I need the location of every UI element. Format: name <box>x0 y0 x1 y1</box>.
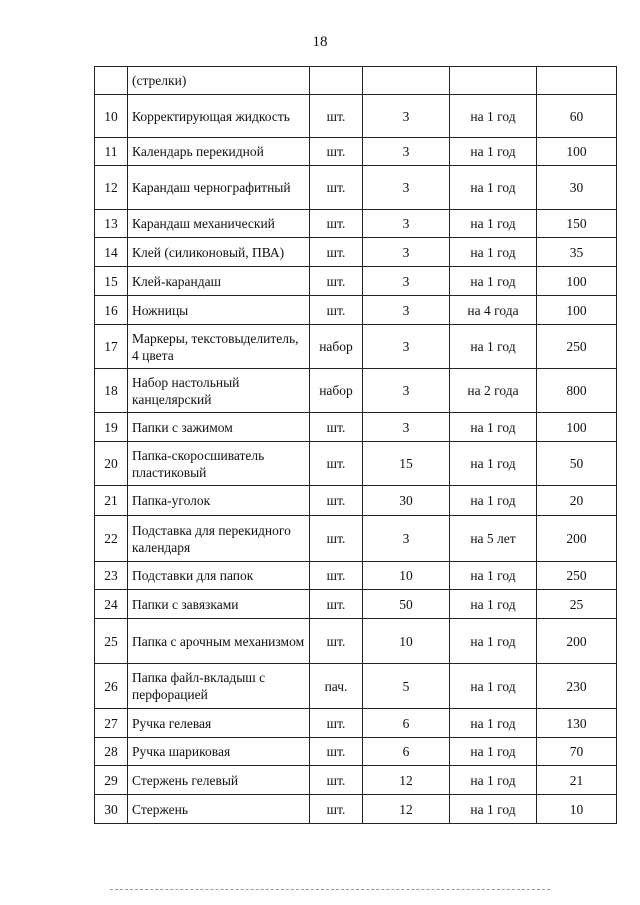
period-cell: на 1 год <box>450 590 537 619</box>
footer-divider <box>110 889 550 890</box>
quantity-cell: 6 <box>363 709 450 738</box>
table-row <box>95 664 617 709</box>
row-number: 13 <box>95 210 128 238</box>
quantity-cell: 3 <box>363 296 450 325</box>
unit-cell <box>310 67 363 95</box>
quantity-cell: 3 <box>363 267 450 296</box>
table-row <box>95 766 617 795</box>
unit-cell: шт. <box>310 486 363 516</box>
unit-cell: шт. <box>310 210 363 238</box>
price-cell: 70 <box>537 738 617 766</box>
item-name: Календарь перекидной <box>128 138 310 166</box>
period-cell: на 1 год <box>450 766 537 795</box>
item-name: Клей-карандаш <box>128 267 310 296</box>
unit-cell: шт. <box>310 296 363 325</box>
table-row <box>95 95 617 138</box>
item-name: Клей (силиконовый, ПВА) <box>128 238 310 267</box>
item-name: Маркеры, текстовыделитель, 4 цвета <box>128 325 310 369</box>
period-cell: на 2 года <box>450 369 537 413</box>
price-cell: 50 <box>537 442 617 486</box>
row-number: 14 <box>95 238 128 267</box>
unit-cell: шт. <box>310 590 363 619</box>
item-name: Папки с завязками <box>128 590 310 619</box>
unit-cell: шт. <box>310 442 363 486</box>
price-cell: 20 <box>537 486 617 516</box>
table-row <box>95 296 617 325</box>
table-row <box>95 325 617 369</box>
row-number: 28 <box>95 738 128 766</box>
period-cell: на 1 год <box>450 442 537 486</box>
unit-cell: шт. <box>310 795 363 824</box>
row-number: 30 <box>95 795 128 824</box>
unit-cell: шт. <box>310 95 363 138</box>
price-cell: 200 <box>537 619 617 664</box>
table-row <box>95 369 617 413</box>
table-row <box>95 166 617 210</box>
price-cell <box>537 67 617 95</box>
period-cell: на 1 год <box>450 267 537 296</box>
row-number: 11 <box>95 138 128 166</box>
unit-cell: шт. <box>310 413 363 442</box>
price-cell: 21 <box>537 766 617 795</box>
item-name: Папка-скоросшиватель пластиковый <box>128 442 310 486</box>
row-number: 25 <box>95 619 128 664</box>
item-name: Ручка гелевая <box>128 709 310 738</box>
price-cell: 100 <box>537 138 617 166</box>
price-cell: 35 <box>537 238 617 267</box>
table-row <box>95 795 617 824</box>
period-cell: на 1 год <box>450 95 537 138</box>
row-number: 16 <box>95 296 128 325</box>
row-number: 12 <box>95 166 128 210</box>
quantity-cell: 50 <box>363 590 450 619</box>
item-name: Стержень гелевый <box>128 766 310 795</box>
price-cell: 250 <box>537 325 617 369</box>
item-name: Корректирующая жидкость <box>128 95 310 138</box>
item-name: (стрелки) <box>128 67 310 95</box>
quantity-cell: 3 <box>363 138 450 166</box>
quantity-cell: 3 <box>363 166 450 210</box>
unit-cell: шт. <box>310 619 363 664</box>
item-name: Подставка для перекидного календаря <box>128 516 310 562</box>
quantity-cell <box>363 67 450 95</box>
price-cell: 100 <box>537 296 617 325</box>
price-cell: 200 <box>537 516 617 562</box>
period-cell <box>450 67 537 95</box>
table-row <box>95 67 617 95</box>
quantity-cell: 12 <box>363 766 450 795</box>
table-row <box>95 486 617 516</box>
period-cell: на 5 лет <box>450 516 537 562</box>
price-cell: 100 <box>537 413 617 442</box>
row-number: 23 <box>95 562 128 590</box>
quantity-cell: 3 <box>363 238 450 267</box>
price-cell: 230 <box>537 664 617 709</box>
price-cell: 100 <box>537 267 617 296</box>
row-number: 21 <box>95 486 128 516</box>
quantity-cell: 3 <box>363 516 450 562</box>
item-name: Набор настольный канцелярский <box>128 369 310 413</box>
period-cell: на 1 год <box>450 562 537 590</box>
price-cell: 250 <box>537 562 617 590</box>
table-row <box>95 562 617 590</box>
table-row <box>95 238 617 267</box>
period-cell: на 1 год <box>450 738 537 766</box>
price-cell: 130 <box>537 709 617 738</box>
item-name: Папки с зажимом <box>128 413 310 442</box>
quantity-cell: 10 <box>363 619 450 664</box>
row-number: 19 <box>95 413 128 442</box>
row-number: 15 <box>95 267 128 296</box>
period-cell: на 1 год <box>450 210 537 238</box>
unit-cell: набор <box>310 369 363 413</box>
price-cell: 150 <box>537 210 617 238</box>
row-number: 18 <box>95 369 128 413</box>
item-name: Карандаш чернографитный <box>128 166 310 210</box>
period-cell: на 4 года <box>450 296 537 325</box>
period-cell: на 1 год <box>450 413 537 442</box>
period-cell: на 1 год <box>450 664 537 709</box>
unit-cell: шт. <box>310 238 363 267</box>
unit-cell: набор <box>310 325 363 369</box>
price-cell: 10 <box>537 795 617 824</box>
quantity-cell: 3 <box>363 369 450 413</box>
price-cell: 800 <box>537 369 617 413</box>
item-name: Папка-уголок <box>128 486 310 516</box>
period-cell: на 1 год <box>450 795 537 824</box>
row-number: 20 <box>95 442 128 486</box>
row-number <box>95 67 128 95</box>
period-cell: на 1 год <box>450 486 537 516</box>
item-name: Ручка шариковая <box>128 738 310 766</box>
unit-cell: шт. <box>310 138 363 166</box>
row-number: 10 <box>95 95 128 138</box>
item-name: Папка с арочным механизмом <box>128 619 310 664</box>
unit-cell: шт. <box>310 516 363 562</box>
table-row <box>95 738 617 766</box>
table-row <box>95 138 617 166</box>
supplies-table <box>94 66 617 824</box>
table-row <box>95 210 617 238</box>
period-cell: на 1 год <box>450 709 537 738</box>
quantity-cell: 30 <box>363 486 450 516</box>
table-row <box>95 516 617 562</box>
unit-cell: шт. <box>310 738 363 766</box>
page-number: 18 <box>312 34 328 50</box>
row-number: 27 <box>95 709 128 738</box>
period-cell: на 1 год <box>450 166 537 210</box>
quantity-cell: 6 <box>363 738 450 766</box>
unit-cell: шт. <box>310 766 363 795</box>
period-cell: на 1 год <box>450 619 537 664</box>
item-name: Папка файл-вкладыш с перфорацией <box>128 664 310 709</box>
quantity-cell: 15 <box>363 442 450 486</box>
unit-cell: шт. <box>310 166 363 210</box>
row-number: 26 <box>95 664 128 709</box>
period-cell: на 1 год <box>450 138 537 166</box>
quantity-cell: 10 <box>363 562 450 590</box>
quantity-cell: 3 <box>363 95 450 138</box>
price-cell: 60 <box>537 95 617 138</box>
quantity-cell: 3 <box>363 413 450 442</box>
unit-cell: шт. <box>310 267 363 296</box>
quantity-cell: 3 <box>363 210 450 238</box>
table-row <box>95 442 617 486</box>
quantity-cell: 12 <box>363 795 450 824</box>
row-number: 29 <box>95 766 128 795</box>
table-row <box>95 267 617 296</box>
table-row <box>95 619 617 664</box>
period-cell: на 1 год <box>450 325 537 369</box>
item-name: Стержень <box>128 795 310 824</box>
table-row <box>95 413 617 442</box>
row-number: 17 <box>95 325 128 369</box>
price-cell: 30 <box>537 166 617 210</box>
row-number: 24 <box>95 590 128 619</box>
quantity-cell: 5 <box>363 664 450 709</box>
row-number: 22 <box>95 516 128 562</box>
period-cell: на 1 год <box>450 238 537 267</box>
table-row <box>95 709 617 738</box>
unit-cell: шт. <box>310 562 363 590</box>
unit-cell: шт. <box>310 709 363 738</box>
unit-cell: пач. <box>310 664 363 709</box>
table-row <box>95 590 617 619</box>
item-name: Карандаш механический <box>128 210 310 238</box>
price-cell: 25 <box>537 590 617 619</box>
item-name: Ножницы <box>128 296 310 325</box>
item-name: Подставки для папок <box>128 562 310 590</box>
quantity-cell: 3 <box>363 325 450 369</box>
